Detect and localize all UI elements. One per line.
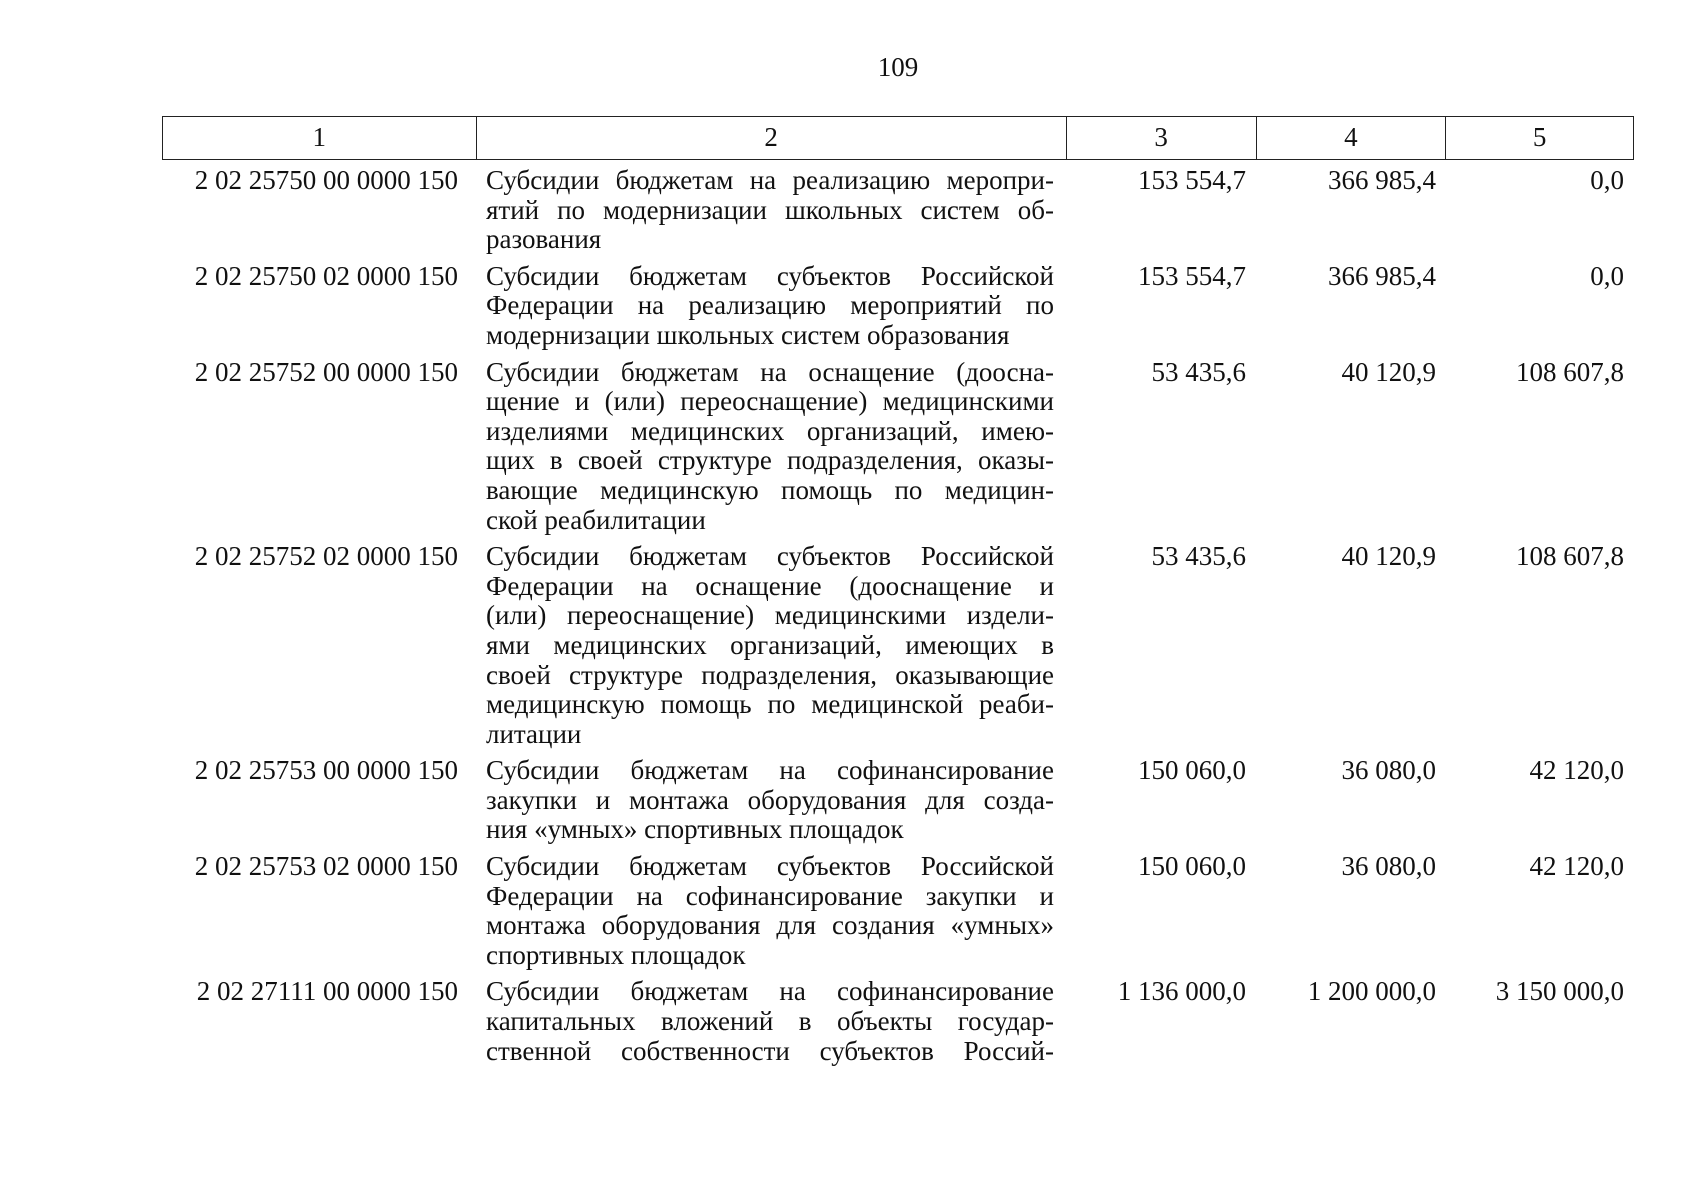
description <box>475 852 1066 970</box>
table-row <box>162 977 1634 1066</box>
description <box>475 542 1066 749</box>
description-line: своей структуре подразделения, оказывающие <box>486 659 1054 690</box>
value-col-4: 40 120,9 <box>1341 541 1436 572</box>
description-line: ния «умных» спортивных площадок <box>486 814 904 845</box>
description-line: ятий по модернизации школьных систем об- <box>486 194 1054 225</box>
description-line: Субсидии бюджетам на софинансирование <box>486 755 1054 786</box>
description-line: спортивных площадок <box>486 939 746 970</box>
description-line: закупки и монтажа оборудования для созда- <box>486 784 1054 815</box>
description-line: ями медицинских организаций, имеющих в <box>486 629 1054 660</box>
table-row <box>162 756 1634 845</box>
value-col-4: 1 200 000,0 <box>1307 976 1436 1007</box>
description-line: ственной собственности субъектов Россий- <box>486 1035 1054 1066</box>
description-line: капитальных вложений в объекты государ- <box>486 1006 1054 1037</box>
budget-code: 2 02 25753 00 0000 150 <box>194 755 458 786</box>
budget-code: 2 02 25750 02 0000 150 <box>194 260 458 291</box>
description-line: Федерации на софинансирование закупки и <box>486 880 1054 911</box>
table-body <box>162 160 1634 1066</box>
value-col-4: 40 120,9 <box>1341 356 1436 387</box>
table-row <box>162 262 1634 351</box>
value-col-4: 366 985,4 <box>1328 165 1436 195</box>
description <box>475 166 1066 255</box>
description-line: модернизации школьных систем образования <box>486 319 1010 350</box>
page-number: 109 <box>877 52 919 82</box>
value-col-5: 108 607,8 <box>1516 356 1624 387</box>
value-col-5: 3 150 000,0 <box>1495 976 1624 1007</box>
description-line: медицинскую помощь по медицинской реаби- <box>486 689 1054 720</box>
description-line: монтажа оборудования для создания «умных» <box>486 910 1054 941</box>
value-col-5: 0,0 <box>1590 165 1624 195</box>
budget-code: 2 02 25753 02 0000 150 <box>194 851 458 882</box>
budget-code: 2 02 27111 00 0000 150 <box>196 976 458 1007</box>
description-line: Субсидии бюджетам субъектов Российской <box>486 851 1054 882</box>
value-col-4: 36 080,0 <box>1341 851 1436 882</box>
description <box>475 358 1066 536</box>
budget-code: 2 02 25752 00 0000 150 <box>194 356 458 387</box>
description-line: Субсидии бюджетам на реализацию меропри- <box>486 165 1054 195</box>
description-line: разования <box>486 224 602 255</box>
description-line: Федерации на реализацию мероприятий по <box>486 290 1054 321</box>
description-line: Федерации на оснащение (дооснащение и <box>486 570 1054 601</box>
value-col-5: 42 120,0 <box>1529 755 1624 786</box>
table-row <box>162 542 1634 749</box>
value-col-3: 1 136 000,0 <box>1117 976 1246 1007</box>
description-line: щих в своей структуре подразделения, оказы- <box>486 445 1054 476</box>
value-col-5: 108 607,8 <box>1516 541 1624 572</box>
budget-code: 2 02 25752 02 0000 150 <box>194 541 458 572</box>
budget-code: 2 02 25750 00 0000 150 <box>194 165 458 195</box>
description <box>475 262 1066 351</box>
table-row <box>162 358 1634 536</box>
value-col-3: 53 435,6 <box>1151 541 1246 572</box>
description-line: (или) переоснащение) медицинскими издели- <box>486 600 1054 631</box>
value-col-5: 42 120,0 <box>1529 851 1624 882</box>
column-header-1: 1 <box>312 122 327 152</box>
description-line: щение и (или) переоснащение) медицинскими <box>486 386 1054 417</box>
value-col-4: 366 985,4 <box>1328 260 1436 291</box>
description-line: литации <box>486 718 582 749</box>
budget-table <box>162 116 1634 1066</box>
description-line: Субсидии бюджетам на софинансирование <box>486 976 1054 1007</box>
value-col-3: 150 060,0 <box>1138 755 1246 786</box>
description-line: ской реабилитации <box>486 504 706 535</box>
description-line: Субсидии бюджетам субъектов Российской <box>486 260 1054 291</box>
column-header-5: 5 <box>1445 117 1633 159</box>
value-col-5: 0,0 <box>1590 260 1624 291</box>
description-line: изделиями медицинских организаций, имею- <box>486 415 1054 446</box>
value-col-4: 36 080,0 <box>1341 755 1436 786</box>
value-col-3: 150 060,0 <box>1138 851 1246 882</box>
column-header-4: 4 <box>1256 117 1446 159</box>
value-col-3: 153 554,7 <box>1138 260 1246 291</box>
table-header <box>162 116 1634 160</box>
description-line: вающие медицинскую помощь по медицин- <box>486 474 1054 505</box>
description-line: Субсидии бюджетам субъектов Российской <box>486 541 1054 572</box>
description <box>475 756 1066 845</box>
column-header-2: 2 <box>476 117 1066 159</box>
description <box>475 977 1066 1066</box>
value-col-3: 153 554,7 <box>1138 165 1246 195</box>
table-row <box>162 166 1634 255</box>
description-line: Субсидии бюджетам на оснащение (доосна- <box>486 356 1054 387</box>
table-row <box>162 852 1634 970</box>
value-col-3: 53 435,6 <box>1151 356 1246 387</box>
column-header-3: 3 <box>1066 117 1256 159</box>
